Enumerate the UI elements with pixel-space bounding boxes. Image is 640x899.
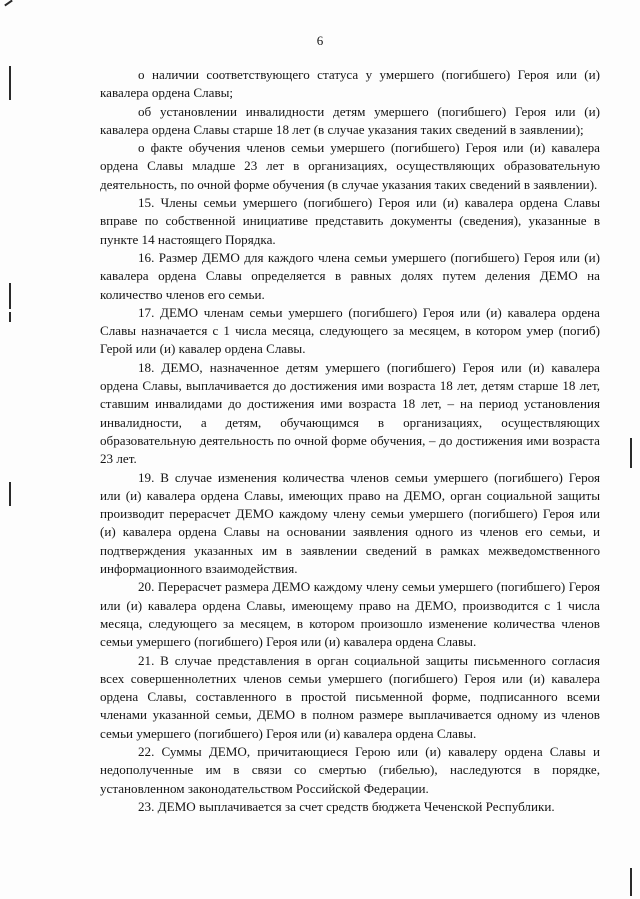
- scan-edge-mark: [9, 312, 11, 322]
- paragraph: 15. Члены семьи умершего (погибшего) Героя или (и) кавалера ордена Славы вправе по собственной инициативе представить документы (сведения), указанные в пункте 14 настоящего Порядка.: [100, 195, 600, 247]
- paragraph: 18. ДЕМО, назначенное детям умершего (погибшего) Героя или (и) кавалера ордена Славы, выплачивается до достижения ими возраста 18 лет, детям старше 18 лет, ставшим инвалидами до достижения ими возраста 18 лет, – на период установления инвалидности, а детям, обучающимся в организациях, осуществляющих образовательную деятельность по очной форме обучения, – до достижения ими возраста 23 лет.: [100, 359, 600, 467]
- paragraph: 19. В случае изменения количества членов семьи умершего (погибшего) Героя или (и) кавалера ордена Славы, имеющих право на ДЕМО, орган социальной защиты производит перерасчет ДЕМО каждому члену семьи умершего (погибшего) Героя или (и) кавалера ордена Славы на основании заявления одного из членов его семьи, и подтверждения указанных им в заявлении сведений в рамках межведомственного информационного взаимодействия.: [100, 469, 600, 577]
- paragraph: 21. В случае представления в орган социальной защиты письменного согласия всех совершеннолетних членов семьи умершего (погибшего) Героя или (и) кавалера ордена Славы, составленного в простой письменной форме, подписанного всеми членами указанной семьи, ДЕМО в полном размере выплачивается одному из членов семьи умершего (погибшего) Героя или (и) кавалера ордена Славы.: [100, 652, 600, 741]
- paragraph: о факте обучения членов семьи умершего (погибшего) Героя или (и) кавалера ордена Славы младше 23 лет в организациях, осуществляющих образовательную деятельность, по очной форме обучения (в случае указания таких сведений в заявлении).: [100, 140, 600, 192]
- scan-edge-mark: [4, 0, 13, 6]
- page-number: 6: [316, 33, 324, 48]
- paragraph: об установлении инвалидности детям умершего (погибшего) Героя или (и) кавалера ордена Славы старше 18 лет (в случае указания таких сведений в заявлении);: [100, 103, 600, 137]
- paragraph: о наличии соответствующего статуса у умершего (погибшего) Героя или (и) кавалера ордена Славы;: [100, 67, 600, 101]
- scan-edge-mark: [9, 482, 11, 506]
- paragraph: 22. Суммы ДЕМО, причитающиеся Герою или (и) кавалеру ордена Славы и недополученные им в связи со смертью (гибелью), наследуются в порядке, установленном законодательством Российской Федерации.: [100, 743, 600, 796]
- scan-edge-mark: [630, 438, 632, 468]
- scan-edge-mark: [9, 66, 11, 100]
- paragraph: 16. Размер ДЕМО для каждого члена семьи умершего (погибшего) Героя или (и) кавалера ордена Славы определяется в равных долях путем деления ДЕМО на количество членов его семьи.: [100, 249, 600, 302]
- document-body: [100, 66, 600, 816]
- paragraph: 20. Перерасчет размера ДЕМО каждому члену семьи умершего (погибшего) Героя или (и) кавалера ордена Славы, имеющему право на ДЕМО, производится с 1 числа месяца, следующего за месяцем, в котором произошло изменение количества членов семьи умершего (погибшего) Героя или (и) кавалера ордена Славы.: [100, 579, 600, 650]
- scan-edge-mark: [630, 868, 632, 896]
- paragraph: 17. ДЕМО членам семьи умершего (погибшего) Героя или (и) кавалера ордена Славы назначается с 1 числа месяца, следующего за месяцем, в котором умер (погиб) Герой или (и) кавалер ордена Славы.: [100, 304, 600, 357]
- scan-edge-mark: [9, 283, 11, 309]
- paragraph: 23. ДЕМО выплачивается за счет средств бюджета Чеченской Республики.: [138, 798, 555, 814]
